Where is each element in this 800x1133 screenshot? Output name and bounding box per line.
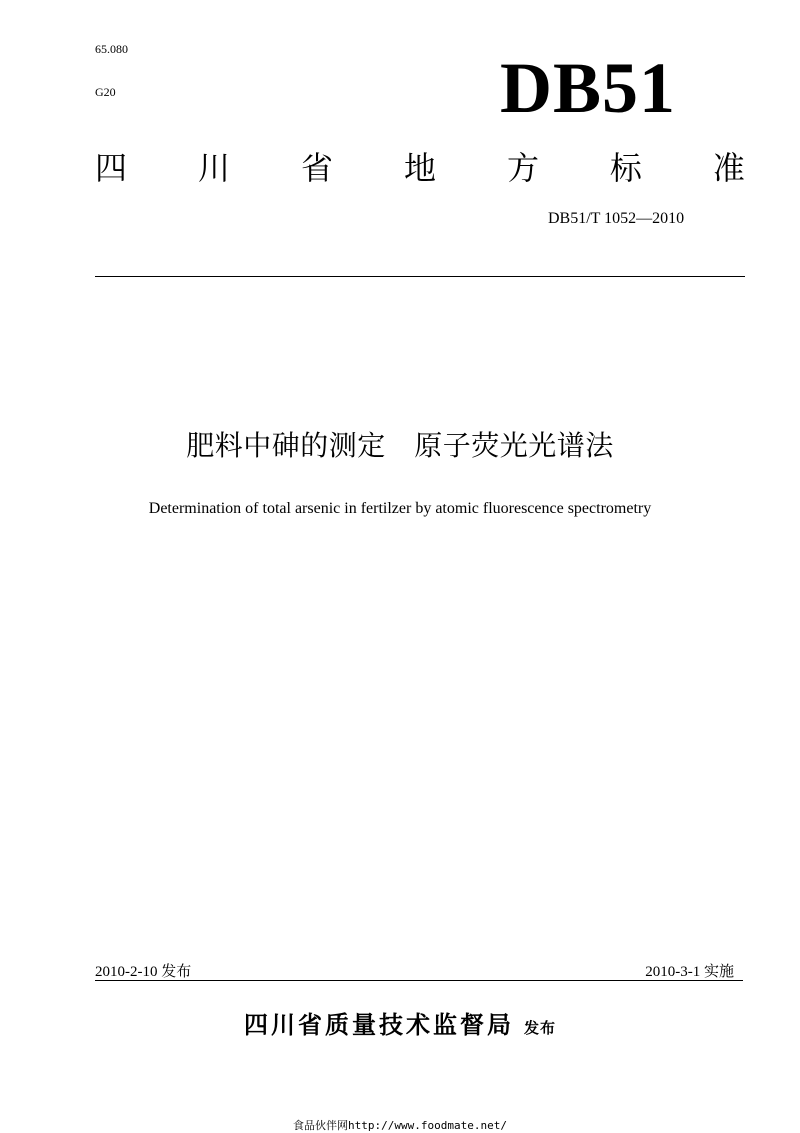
title-char: 方 <box>506 149 539 187</box>
title-char: 四 <box>95 149 128 187</box>
document-title-en: Determination of total arsenic in fertilzer by atomic fluorescence spectrometry <box>148 500 652 517</box>
standard-type-title <box>95 148 745 188</box>
title-char: 标 <box>609 149 642 187</box>
title-char: 地 <box>403 149 436 187</box>
date-divider <box>95 980 743 981</box>
ics-code: 65.080 <box>95 42 128 56</box>
effective-date: 2010-3-1 实施 <box>645 964 734 980</box>
title-char: 川 <box>197 149 230 187</box>
issuing-authority <box>0 1008 800 1045</box>
ccs-code: G20 <box>95 85 116 99</box>
authority-action: 发布 <box>523 1019 556 1037</box>
authority-name: 四川省质量技术监督局 <box>243 1011 514 1039</box>
issue-date: 2010-2-10 发布 <box>95 964 192 980</box>
title-char: 准 <box>712 149 745 187</box>
standard-logo: DB51 <box>500 48 677 128</box>
standard-number: DB51/T 1052—2010 <box>548 210 685 227</box>
header-divider <box>95 276 745 277</box>
document-title-cn: 肥料中砷的测定 原子荧光光谱法 <box>186 429 614 462</box>
title-char: 省 <box>300 149 333 187</box>
page-footer: 食品伙伴网http://www.foodmate.net/ <box>293 1119 507 1132</box>
